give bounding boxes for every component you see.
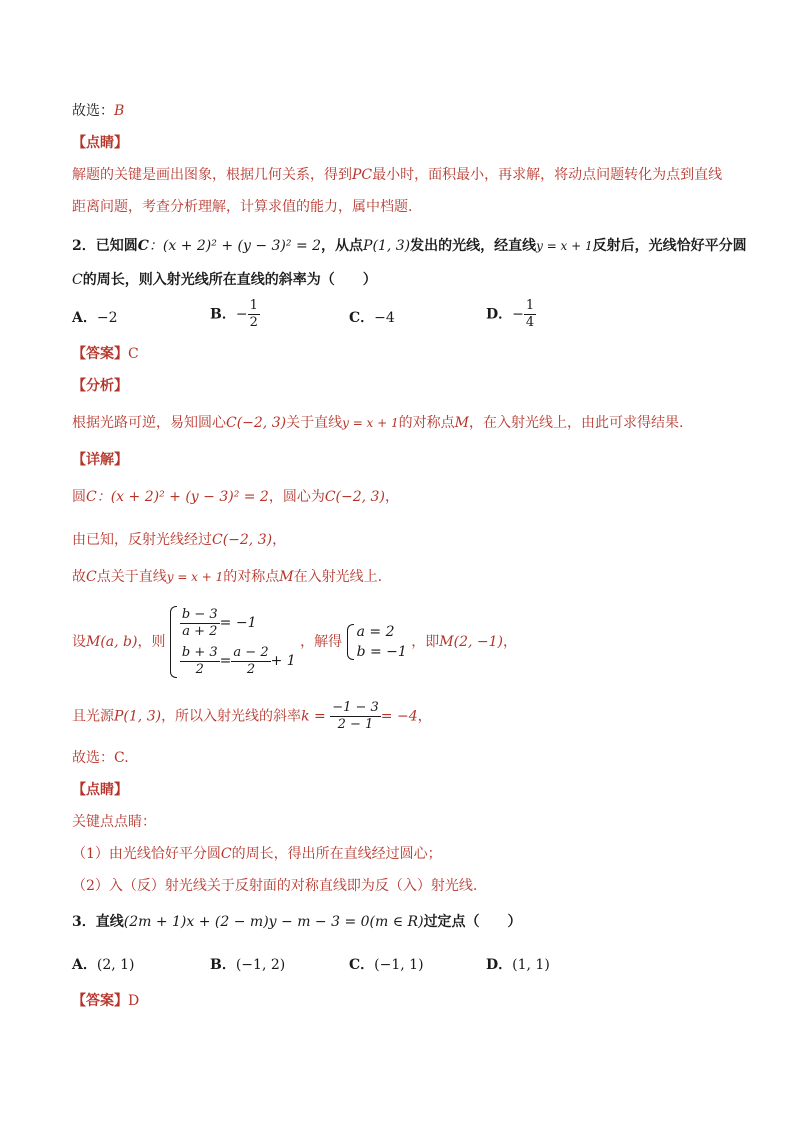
text: ，在入射光线上，由此可求得结果.: [469, 415, 684, 431]
numerator: b + 3: [181, 644, 218, 660]
numerator: −1 − 3: [332, 700, 379, 715]
answer-value: D: [128, 993, 140, 1009]
math-pc: PC: [352, 167, 373, 183]
option-value: −4: [374, 310, 395, 326]
q2-detail-line-3: [72, 567, 382, 587]
q2-option-c: [349, 308, 395, 328]
text: 的周长，得出所在直线经过圆心；: [231, 846, 442, 862]
q2-option-b: [210, 298, 260, 331]
numerator: 1: [249, 298, 258, 313]
section-label: 【点睛】: [72, 135, 128, 151]
q2-detail-line-1: [72, 487, 399, 507]
section-label: 【答案】: [72, 346, 128, 362]
q3-option-b: [210, 955, 285, 975]
text: 距离问题，考查分析理解，计算求值的能力，属中档题.: [72, 199, 413, 215]
math: C(−2, 3): [212, 532, 273, 548]
denominator: 2: [195, 661, 204, 677]
text: 3．直线: [72, 914, 124, 930]
q2-option-d: [486, 298, 536, 331]
math: C(−2, 3): [226, 415, 287, 431]
fraction: [524, 298, 536, 331]
option-letter: B．: [210, 306, 236, 323]
q2-analysis-label: [72, 376, 128, 396]
q2-stem-line-1: [72, 236, 747, 256]
option-letter: B．: [210, 957, 236, 973]
q2-option-a: [72, 308, 118, 328]
text: 最小时，面积最小，再求解，将动点问题转化为点到直线: [372, 167, 723, 183]
text: 关于直线: [286, 415, 343, 431]
q2-detail-line-4: [72, 604, 517, 680]
fraction: [231, 645, 270, 678]
equation: (2m + 1)x + (2 − m)y − m − 3 = 0(m ∈ R): [123, 914, 424, 930]
q2-keypoint-title: [72, 812, 156, 832]
text: 2．已知圆: [72, 238, 138, 254]
section-label: 【点睛】: [72, 782, 128, 798]
q2-keypoint-2: [72, 876, 477, 896]
option-sign: −: [235, 306, 248, 323]
text: ，: [384, 489, 399, 505]
q2-detail-line-2: [72, 530, 286, 550]
q2-detail-line-6: [72, 748, 129, 768]
text: （1）由光线恰好平分圆: [72, 846, 221, 862]
math: M(a, b): [86, 634, 138, 650]
previous-answer-line: [72, 101, 124, 121]
option-value: (−1, 1): [374, 957, 424, 973]
math: C: [220, 846, 232, 862]
text: 的对称点: [223, 569, 280, 585]
q2-detail-line-5: [72, 700, 432, 733]
text: ，即: [411, 634, 440, 650]
numerator: b − 3: [181, 606, 218, 622]
text: 反射后，光线恰好平分圆: [592, 238, 747, 254]
math: k =: [301, 708, 326, 725]
option-letter: C．: [349, 957, 375, 973]
choose-label: 故选：: [72, 103, 114, 119]
equation: ：(x + 2)² + (y − 3)² = 2: [96, 489, 269, 505]
system-row-2: b = −1: [356, 644, 407, 660]
equation-system-1: [170, 604, 296, 680]
math: C: [86, 489, 97, 505]
denominator: a + 2: [182, 623, 218, 639]
math: y = x + 1: [342, 416, 399, 430]
rhs: = −4: [380, 708, 418, 725]
math: y = x + 1: [166, 570, 224, 584]
text: 设: [72, 634, 86, 650]
system-row-2: [180, 642, 296, 680]
q2-detail-label: [72, 450, 128, 470]
rhs: = −1: [219, 615, 257, 631]
text: 故选：C.: [72, 750, 129, 766]
option-value: (2, 1): [96, 957, 135, 973]
dianjing-text-line-2: [72, 197, 412, 217]
system-row-1: a = 2: [356, 624, 395, 640]
text: 由已知，反射光线经过: [72, 532, 212, 548]
section-label: 【详解】: [72, 452, 128, 468]
q2-keypoint-1: [72, 844, 442, 864]
equation-system-2: [347, 622, 407, 662]
denominator: 2: [246, 661, 256, 677]
dianjing-label-1: [72, 133, 128, 153]
denominator: 2 − 1: [337, 717, 374, 732]
text: 的周长，则入射光线所在直线的斜率为（ ）: [82, 272, 377, 288]
fraction: [248, 298, 260, 331]
text: 的对称点: [398, 415, 455, 431]
text: ，: [417, 708, 432, 725]
q2-dianjing-label: [72, 780, 128, 800]
numerator: a − 2: [233, 644, 269, 660]
math: M(2, −1): [439, 634, 503, 650]
text: ，从点: [321, 238, 364, 254]
fraction: [180, 607, 220, 640]
slope-fraction: [330, 700, 381, 733]
q2-analysis-text: [72, 413, 683, 433]
q3-answer: [72, 991, 139, 1011]
text: 点关于直线: [96, 569, 167, 585]
option-sign: −: [512, 306, 524, 323]
section-label: 【分析】: [72, 378, 128, 394]
text: 根据光路可逆，易知圆心: [72, 415, 226, 431]
q3-stem: [72, 912, 522, 932]
text: 在入射光线上.: [293, 569, 383, 585]
text: （2）入（反）射光线关于反射面的对称直线即为反（入）射光线.: [72, 878, 478, 894]
text: ，: [272, 532, 287, 548]
denominator: 2: [249, 315, 258, 330]
text: 圆: [72, 489, 86, 505]
math: C: [86, 569, 97, 585]
system-row-1: [180, 604, 296, 642]
text: 过定点（ ）: [423, 914, 522, 930]
q2-answer: [72, 344, 139, 364]
math: M: [279, 569, 294, 585]
math: M: [454, 415, 469, 431]
option-letter: C．: [349, 310, 375, 326]
text: 解题的关键是画出图象，根据几何关系，得到: [72, 167, 352, 183]
option-letter: D．: [486, 306, 513, 323]
text: ，圆心为: [268, 489, 325, 505]
text: 故: [72, 569, 86, 585]
option-letter: A．: [72, 310, 97, 326]
text: 关键点点睛：: [72, 814, 156, 830]
math: C(−2, 3): [324, 489, 385, 505]
text: 且光源: [72, 708, 114, 725]
math: P(1, 3): [114, 708, 162, 725]
option-value: −2: [96, 310, 118, 326]
option-letter: A．: [72, 957, 97, 973]
text: 发出的光线，经直线: [410, 238, 537, 254]
math: y = x + 1: [536, 239, 593, 253]
option-value: (−1, 2): [235, 957, 286, 973]
q3-option-c: [349, 955, 424, 975]
text: ，: [503, 634, 517, 650]
rhs: + 1: [270, 653, 296, 669]
option-value: (1, 1): [512, 957, 550, 973]
choose-value: B: [114, 103, 125, 119]
section-label: 【答案】: [72, 993, 128, 1009]
option-letter: D．: [486, 957, 513, 973]
q3-option-a: [72, 955, 135, 975]
denominator: 4: [525, 315, 535, 330]
math: C: [137, 238, 149, 254]
text: ，解得: [300, 634, 343, 650]
equals: =: [219, 653, 232, 669]
text: ，所以入射光线的斜率: [161, 708, 302, 725]
equation: ：(x + 2)² + (y − 3)² = 2: [148, 238, 322, 254]
answer-value: C: [128, 346, 139, 362]
math: P(1, 3): [363, 238, 411, 254]
dianjing-text-line-1: [72, 165, 722, 185]
q2-stem-line-2: [72, 270, 377, 290]
q3-option-d: [486, 955, 550, 975]
math: C: [72, 272, 83, 288]
fraction: [180, 645, 220, 678]
text: ，则: [137, 634, 166, 650]
numerator: 1: [525, 298, 535, 313]
